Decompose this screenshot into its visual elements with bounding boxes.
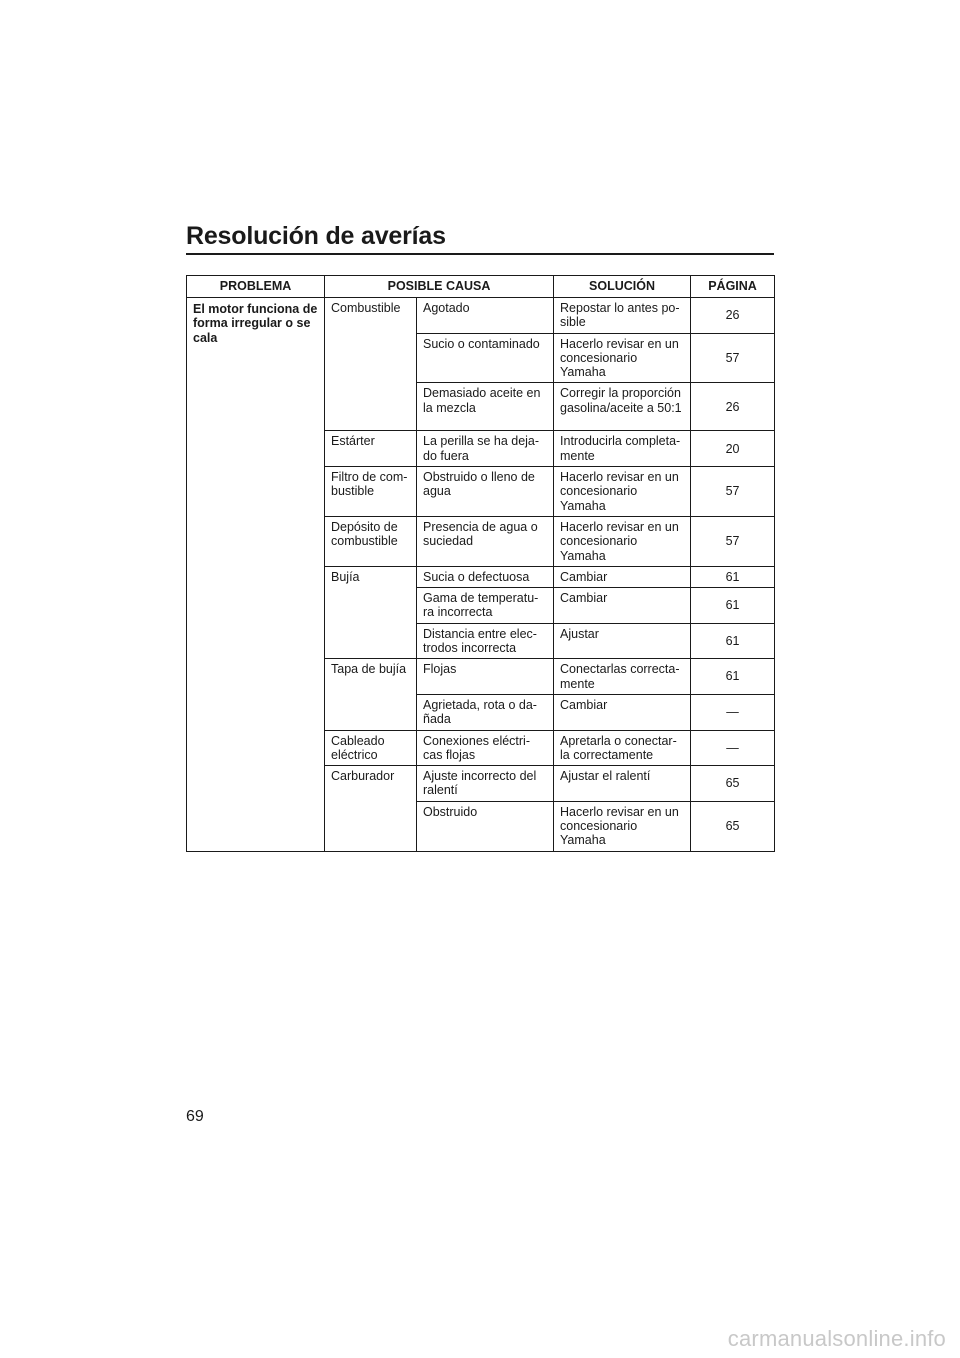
page-cell: 61 xyxy=(691,659,775,695)
page-cell: 61 xyxy=(691,588,775,624)
solution-cell: Hacerlo revisar en un concesionario Yamaha xyxy=(554,516,691,566)
component-cell: Filtro de com-bustible xyxy=(325,467,417,517)
solution-cell: Repostar lo antes po-sible xyxy=(554,298,691,334)
page-cell: 57 xyxy=(691,467,775,517)
component-cell: Combustible xyxy=(325,298,417,431)
problem-cell: El motor funciona de forma irregular o se cala xyxy=(187,298,325,852)
table-row xyxy=(187,298,775,334)
solution-cell: Hacerlo revisar en un concesionario Yamaha xyxy=(554,333,691,383)
header-page: PÁGINA xyxy=(691,276,775,298)
page-cell: 61 xyxy=(691,623,775,659)
cause-cell: Gama de temperatu-ra incorrecta xyxy=(417,588,554,624)
component-cell: Cableado eléctrico xyxy=(325,730,417,766)
solution-cell: Cambiar xyxy=(554,588,691,624)
solution-cell: Hacerlo revisar en un concesionario Yamaha xyxy=(554,801,691,851)
component-cell: Bujía xyxy=(325,566,417,658)
solution-cell: Cambiar xyxy=(554,694,691,730)
solution-cell: Conectarlas correcta-mente xyxy=(554,659,691,695)
watermark-text[interactable]: carmanualsonline.info xyxy=(727,1326,946,1351)
solution-cell: Ajustar el ralentí xyxy=(554,766,691,802)
cause-cell: Conexiones eléctri-cas flojas xyxy=(417,730,554,766)
cause-cell: La perilla se ha deja-do fuera xyxy=(417,431,554,467)
cause-cell: Obstruido o lleno de agua xyxy=(417,467,554,517)
solution-cell: Cambiar xyxy=(554,566,691,587)
solution-cell: Introducirla completa-mente xyxy=(554,431,691,467)
cause-cell: Presencia de agua o suciedad xyxy=(417,516,554,566)
solution-cell: Hacerlo revisar en un concesionario Yamaha xyxy=(554,467,691,517)
page-cell: 26 xyxy=(691,383,775,431)
cause-cell: Agrietada, rota o da-ñada xyxy=(417,694,554,730)
page-cell: 26 xyxy=(691,298,775,334)
page-cell: — xyxy=(691,730,775,766)
page-number: 69 xyxy=(186,1108,204,1125)
page-cell: 61 xyxy=(691,566,775,587)
page-cell: 57 xyxy=(691,516,775,566)
cause-cell: Ajuste incorrecto del ralentí xyxy=(417,766,554,802)
cause-cell: Agotado xyxy=(417,298,554,334)
component-cell: Estárter xyxy=(325,431,417,467)
table-header-row xyxy=(187,276,775,298)
title-rule xyxy=(186,253,774,255)
cause-cell: Flojas xyxy=(417,659,554,695)
component-cell: Tapa de bujía xyxy=(325,659,417,730)
solution-cell: Ajustar xyxy=(554,623,691,659)
cause-cell: Obstruido xyxy=(417,801,554,851)
page-title: Resolución de averías xyxy=(186,222,446,250)
header-cause: POSIBLE CAUSA xyxy=(325,276,554,298)
solution-cell: Apretarla o conectar-la correctamente xyxy=(554,730,691,766)
header-problem: PROBLEMA xyxy=(187,276,325,298)
cause-cell: Demasiado aceite en la mezcla xyxy=(417,383,554,431)
cause-cell: Sucia o defectuosa xyxy=(417,566,554,587)
page-cell: 20 xyxy=(691,431,775,467)
page-cell: 57 xyxy=(691,333,775,383)
page-cell: — xyxy=(691,694,775,730)
component-cell: Carburador xyxy=(325,766,417,851)
solution-cell: Corregir la proporción gasolina/aceite a 50:1 xyxy=(554,383,691,431)
cause-cell: Sucio o contaminado xyxy=(417,333,554,383)
component-cell: Depósito de combustible xyxy=(325,516,417,566)
cause-cell: Distancia entre elec-trodos incorrecta xyxy=(417,623,554,659)
troubleshooting-table xyxy=(186,275,775,852)
page-cell: 65 xyxy=(691,801,775,851)
page-cell: 65 xyxy=(691,766,775,802)
header-solution: SOLUCIÓN xyxy=(554,276,691,298)
